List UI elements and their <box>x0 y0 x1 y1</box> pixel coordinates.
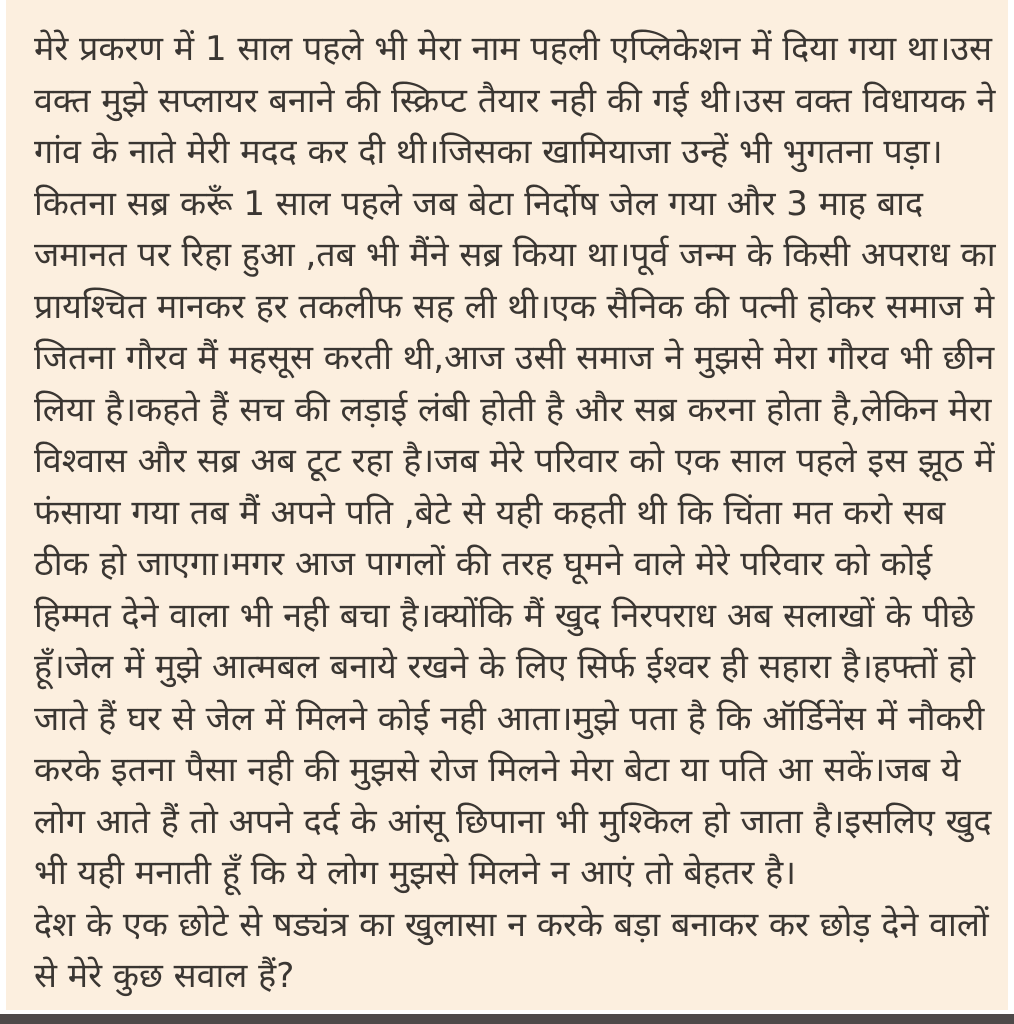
text-line: जमानत पर रिहा हुआ ,तब भी मैंने सब्र किया था।पूर्व जन्म के किसी अपराध का <box>34 235 996 275</box>
text-line: कितना सब्र करूँ 1 साल पहले जब बेटा निर्दोष जेल गया और 3 माह बाद <box>34 183 924 224</box>
text-line: मेरे प्रकरण में 1 साल पहले भी मेरा नाम पहली एप्लिकेशन में दिया गया था।उस <box>34 29 992 69</box>
text-line: लिया है।कहते हैं सच की लड़ाई लंबी होती है और सब्र करना होता है,लेकिन मेरा <box>34 389 992 430</box>
text-line: विश्वास और सब्र अब टूट रहा है।जब मेरे परिवार को एक साल पहले इस झूठ में <box>34 441 995 481</box>
text-line: गांव के नाते मेरी मदद कर दी थी।जिसका खामियाजा उन्हें भी भुगतना पड़ा। <box>34 132 943 172</box>
text-line: हूँ।जेल में मुझे आत्मबल बनाये रखने के लिए सिर्फ ईश्वर ही सहारा है।हफ्तों हो <box>34 647 976 687</box>
text-line: लोग आते हैं तो अपने दर्द के आंसू छिपाना भी मुश्किल हो जाता है।इसलिए खुद <box>34 801 992 842</box>
text-line: वक्त मुझे सप्लायर बनाने की स्क्रिप्ट तैयार नही की गई थी।उस वक्त विधायक ने <box>34 80 996 121</box>
text-line: ठीक हो जाएगा।मगर आज पागलों की तरह घूमने वाले मेरे परिवार को कोई <box>34 544 933 584</box>
text-line: जितना गौरव मैं महसूस करती थी,आज उसी समाज ने मुझसे मेरा गौरव भी छीन <box>34 338 995 378</box>
text-line: भी यही मनाती हूँ कि ये लोग मुझसे मिलने न आएं तो बेहतर है। <box>34 853 797 893</box>
text-line: देश के एक छोटे से षड्यंत्र का खुलासा न करके बड़ा बनाकर कर छोड़ देने वालों <box>34 904 989 945</box>
bottom-scrollbar-track <box>0 1014 1014 1024</box>
text-line: करके इतना पैसा नही की मुझसे रोज मिलने मेरा बेटा या पति आ सकें।जब ये <box>34 750 961 790</box>
document-page <box>6 0 1008 1010</box>
text-line: से मेरे कुछ सवाल हैं? <box>34 956 295 996</box>
text-line: जाते हैं घर से जेल में मिलने कोई नही आता।मुझे पता है कि ऑर्डिनेंस में नौकरी <box>34 698 985 739</box>
text-line: हिम्मत देने वाला भी नही बचा है।क्योंकि मैं खुद निरपराध अब सलाखों के पीछे <box>34 595 975 636</box>
text-line: प्रायश्चित मानकर हर तकलीफ सह ली थी।एक सैनिक की पत्नी होकर समाज मे <box>34 286 995 327</box>
text-line: फंसाया गया तब मैं अपने पति ,बेटे से यही कहती थी कि चिंता मत करो सब <box>34 492 946 533</box>
letter-text-block <box>34 24 996 1003</box>
